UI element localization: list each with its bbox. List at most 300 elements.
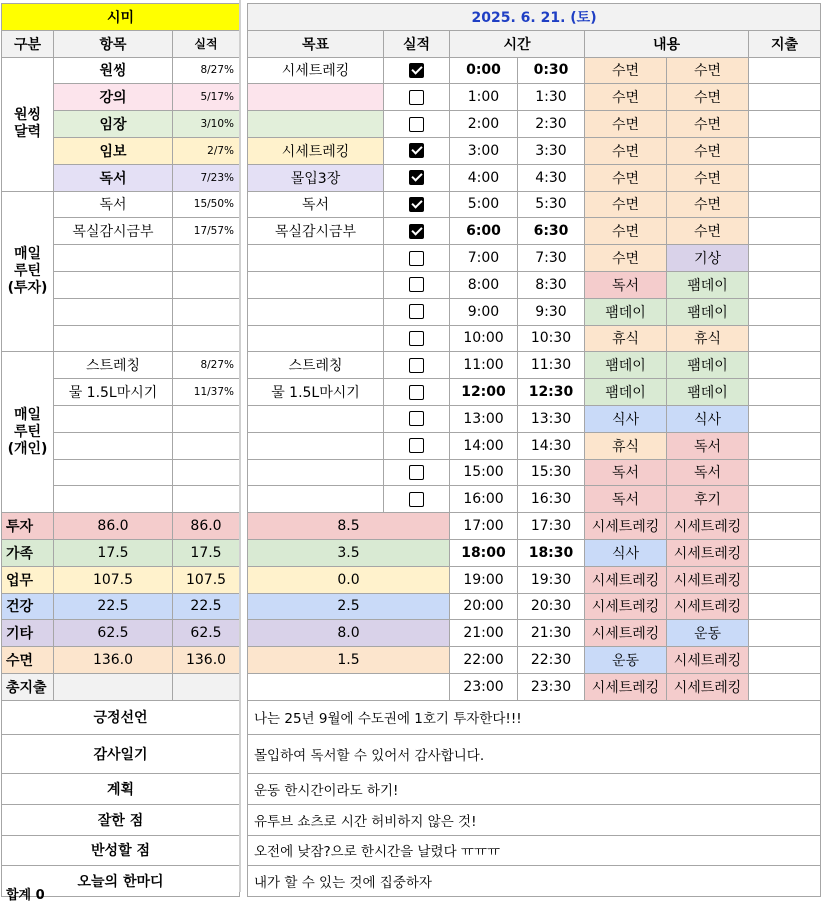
summary-value-b: 62.5: [173, 620, 240, 647]
goal-cell[interactable]: 스트레칭: [248, 352, 384, 379]
end-time: 22:30: [518, 647, 585, 674]
content-cell[interactable]: 수면: [585, 191, 667, 218]
group-personal-label: 매일 루틴 (개인): [7, 406, 48, 457]
note-row: [248, 773, 821, 804]
summary-value-a: 136.0: [54, 647, 173, 674]
schedule-row: [248, 137, 821, 164]
end-time: 4:30: [518, 164, 585, 191]
content-cell[interactable]: 팸데이: [585, 379, 667, 406]
content-cell[interactable]: 식사: [585, 539, 667, 566]
item-cell: 임장: [54, 111, 173, 138]
spend-cell[interactable]: [749, 486, 821, 513]
goal-cell[interactable]: [248, 459, 384, 486]
summary-value-a: 17.5: [54, 539, 173, 566]
unchecked-checkbox[interactable]: [409, 251, 424, 266]
end-time: 18:30: [518, 539, 585, 566]
content-cell[interactable]: 수면: [585, 218, 667, 245]
goal-cell[interactable]: 3.5: [248, 539, 450, 566]
note-label: 반성할 점: [2, 835, 240, 865]
schedule-row: [248, 164, 821, 191]
actual-cell: 3/10%: [173, 111, 240, 138]
content-cell[interactable]: 운동: [667, 620, 749, 647]
total-label: 합계 0: [6, 888, 45, 903]
schedule-row: [248, 298, 821, 325]
start-time: 3:00: [450, 137, 518, 164]
schedule-row: [248, 486, 821, 513]
left-table: [1, 3, 240, 897]
note-row: [248, 734, 821, 773]
start-time: 20:00: [450, 593, 518, 620]
start-time: 14:00: [450, 432, 518, 459]
item-cell: 원씽: [54, 57, 173, 84]
schedule-row: [248, 218, 821, 245]
group-invest: [2, 191, 54, 352]
header-item: 항목: [54, 30, 173, 57]
spend-cell[interactable]: [749, 593, 821, 620]
spend-cell[interactable]: [749, 647, 821, 674]
content-cell[interactable]: 독서: [667, 432, 749, 459]
note-text[interactable]: 내가 할 수 있는 것에 집중하자: [248, 865, 821, 896]
content-cell[interactable]: 독서: [667, 459, 749, 486]
goal-cell[interactable]: [248, 405, 384, 432]
done-cell: [384, 164, 450, 191]
spend-cell[interactable]: [749, 432, 821, 459]
header-actual: 실적: [173, 30, 240, 57]
note-label: 긍정선언: [2, 700, 240, 734]
content-cell[interactable]: 독서: [585, 486, 667, 513]
spend-cell[interactable]: [749, 352, 821, 379]
summary-value-a: 107.5: [54, 566, 173, 593]
goal-cell[interactable]: 시세트레킹: [248, 57, 384, 84]
start-time: 23:00: [450, 673, 518, 700]
spend-cell[interactable]: [749, 673, 821, 700]
spend-cell[interactable]: [749, 566, 821, 593]
content-cell[interactable]: 팸데이: [585, 298, 667, 325]
summary-label: 기타: [2, 620, 54, 647]
content-cell[interactable]: 수면: [667, 191, 749, 218]
end-time: 1:30: [518, 84, 585, 111]
actual-cell: 8/27%: [173, 352, 240, 379]
actual-cell: 7/23%: [173, 164, 240, 191]
summary-label: 총지출: [2, 673, 54, 700]
start-time: 2:00: [450, 111, 518, 138]
item-cell: [54, 459, 173, 486]
item-cell: [54, 325, 173, 352]
content-cell[interactable]: 시세트레킹: [585, 620, 667, 647]
end-time: 7:30: [518, 245, 585, 272]
content-cell[interactable]: 후기: [667, 486, 749, 513]
goal-cell[interactable]: [248, 673, 450, 700]
column-divider: [239, 0, 241, 892]
schedule-row: [248, 379, 821, 406]
start-time: 19:00: [450, 566, 518, 593]
spend-cell[interactable]: [749, 405, 821, 432]
summary-row: [2, 513, 240, 540]
goal-cell[interactable]: 목실감시금부: [248, 218, 384, 245]
end-time: 3:30: [518, 137, 585, 164]
note-text[interactable]: 나는 25년 9월에 수도권에 1호기 투자한다!!!: [248, 700, 821, 734]
end-time: 9:30: [518, 298, 585, 325]
done-cell: [384, 432, 450, 459]
schedule-row: [248, 513, 821, 540]
checked-checkbox[interactable]: [409, 197, 424, 212]
done-cell: [384, 459, 450, 486]
end-time: 14:30: [518, 432, 585, 459]
actual-cell: 2/7%: [173, 137, 240, 164]
spend-cell[interactable]: [749, 164, 821, 191]
actual-cell: 11/37%: [173, 379, 240, 406]
schedule-row: [248, 566, 821, 593]
content-cell[interactable]: 수면: [667, 57, 749, 84]
content-cell[interactable]: 수면: [667, 137, 749, 164]
note-label-row: [2, 804, 240, 835]
content-cell[interactable]: 시세트레킹: [667, 673, 749, 700]
spend-cell[interactable]: [749, 513, 821, 540]
checked-checkbox[interactable]: [409, 170, 424, 185]
summary-row: [2, 647, 240, 674]
content-cell[interactable]: 팸데이: [585, 352, 667, 379]
summary-value-b: 22.5: [173, 593, 240, 620]
content-cell[interactable]: 기상: [667, 245, 749, 272]
summary-value-b: 86.0: [173, 513, 240, 540]
goal-cell[interactable]: 0.0: [248, 566, 450, 593]
schedule-row: [248, 647, 821, 674]
goal-cell[interactable]: 8.5: [248, 513, 450, 540]
goal-cell[interactable]: [248, 298, 384, 325]
summary-value-a: [54, 673, 173, 700]
checked-checkbox[interactable]: [409, 143, 424, 158]
end-time: 16:30: [518, 486, 585, 513]
goal-cell[interactable]: 8.0: [248, 620, 450, 647]
done-cell: [384, 111, 450, 138]
spend-cell[interactable]: [749, 379, 821, 406]
done-cell: [384, 352, 450, 379]
spend-cell[interactable]: [749, 218, 821, 245]
checked-checkbox[interactable]: [409, 224, 424, 239]
actual-cell: 5/17%: [173, 84, 240, 111]
schedule-row: [248, 191, 821, 218]
schedule-row: [248, 84, 821, 111]
header-time: 시간: [450, 30, 585, 57]
content-cell[interactable]: 수면: [585, 245, 667, 272]
note-label-row: [2, 835, 240, 865]
start-time: 13:00: [450, 405, 518, 432]
goal-cell[interactable]: 물 1.5L마시기: [248, 379, 384, 406]
summary-label: 가족: [2, 539, 54, 566]
unchecked-checkbox[interactable]: [409, 385, 424, 400]
note-row: [248, 700, 821, 734]
start-time: 0:00: [450, 57, 518, 84]
spend-cell[interactable]: [749, 191, 821, 218]
schedule-row: [248, 539, 821, 566]
item-cell: 물 1.5L마시기: [54, 379, 173, 406]
left-table-row: [2, 57, 240, 84]
item-cell: [54, 245, 173, 272]
header-done: 실적: [384, 30, 450, 57]
summary-label: 건강: [2, 593, 54, 620]
actual-cell: [173, 459, 240, 486]
note-label-row: [2, 700, 240, 734]
left-table-row: [2, 352, 240, 379]
schedule-row: [248, 405, 821, 432]
goal-cell[interactable]: 시세트레킹: [248, 137, 384, 164]
actual-cell: 17/57%: [173, 218, 240, 245]
goal-cell[interactable]: 2.5: [248, 593, 450, 620]
schedule-row: [248, 271, 821, 298]
content-cell[interactable]: 휴식: [585, 432, 667, 459]
start-time: 6:00: [450, 218, 518, 245]
content-cell[interactable]: 팸데이: [667, 352, 749, 379]
actual-cell: [173, 432, 240, 459]
summary-row: [2, 539, 240, 566]
start-time: 21:00: [450, 620, 518, 647]
item-cell: 독서: [54, 164, 173, 191]
goal-cell[interactable]: 몰입3장: [248, 164, 384, 191]
end-time: 0:30: [518, 57, 585, 84]
actual-cell: [173, 405, 240, 432]
note-label: 계획: [2, 773, 240, 804]
note-row: [248, 835, 821, 865]
item-cell: 스트레칭: [54, 352, 173, 379]
schedule-row: [248, 245, 821, 272]
summary-row: [2, 593, 240, 620]
end-time: 8:30: [518, 271, 585, 298]
content-cell[interactable]: 시세트레킹: [667, 647, 749, 674]
unchecked-checkbox[interactable]: [409, 117, 424, 132]
content-cell[interactable]: 팸데이: [667, 379, 749, 406]
item-cell: [54, 405, 173, 432]
content-cell[interactable]: 시세트레킹: [667, 539, 749, 566]
end-time: 20:30: [518, 593, 585, 620]
header-spend: 지출: [749, 30, 821, 57]
content-cell[interactable]: 수면: [667, 111, 749, 138]
spend-cell[interactable]: [749, 325, 821, 352]
item-cell: 임보: [54, 137, 173, 164]
sheet-title: 시미: [2, 4, 240, 31]
start-time: 4:00: [450, 164, 518, 191]
end-time: 21:30: [518, 620, 585, 647]
note-label: 감사일기: [2, 734, 240, 773]
done-cell: [384, 245, 450, 272]
content-cell[interactable]: 시세트레킹: [667, 513, 749, 540]
content-cell[interactable]: 운동: [585, 647, 667, 674]
summary-row: [2, 566, 240, 593]
actual-cell: [173, 325, 240, 352]
note-row: [248, 804, 821, 835]
unchecked-checkbox[interactable]: [409, 358, 424, 373]
end-time: 17:30: [518, 513, 585, 540]
content-cell[interactable]: 수면: [585, 84, 667, 111]
start-time: 5:00: [450, 191, 518, 218]
schedule-row: [248, 111, 821, 138]
end-time: 13:30: [518, 405, 585, 432]
unchecked-checkbox[interactable]: [409, 492, 424, 507]
schedule-row: [248, 620, 821, 647]
spend-cell[interactable]: [749, 539, 821, 566]
content-cell[interactable]: 시세트레킹: [667, 566, 749, 593]
content-cell[interactable]: 시세트레킹: [585, 673, 667, 700]
unchecked-checkbox[interactable]: [409, 331, 424, 346]
summary-row: [2, 673, 240, 700]
actual-cell: [173, 486, 240, 513]
schedule-row: [248, 459, 821, 486]
item-cell: 독서: [54, 191, 173, 218]
header-content: 내용: [585, 30, 749, 57]
end-time: 12:30: [518, 379, 585, 406]
end-time: 6:30: [518, 218, 585, 245]
goal-cell[interactable]: 독서: [248, 191, 384, 218]
start-time: 15:00: [450, 459, 518, 486]
item-cell: [54, 271, 173, 298]
end-time: 10:30: [518, 325, 585, 352]
summary-value-b: 136.0: [173, 647, 240, 674]
done-cell: [384, 271, 450, 298]
goal-cell[interactable]: [248, 432, 384, 459]
done-cell: [384, 218, 450, 245]
summary-label: 투자: [2, 513, 54, 540]
content-cell[interactable]: 수면: [585, 137, 667, 164]
summary-label: 업무: [2, 566, 54, 593]
start-time: 16:00: [450, 486, 518, 513]
spend-cell[interactable]: [749, 620, 821, 647]
note-text[interactable]: 몰입하여 독서할 수 있어서 감사합니다.: [248, 734, 821, 773]
header-goal: 목표: [248, 30, 384, 57]
content-cell[interactable]: 시세트레킹: [585, 513, 667, 540]
spend-cell[interactable]: [749, 298, 821, 325]
note-text[interactable]: 오전에 낮잠?으로 한시간을 날렸다 ㅠㅠㅠ: [248, 835, 821, 865]
schedule-row: [248, 57, 821, 84]
content-cell[interactable]: 식사: [585, 405, 667, 432]
spend-cell[interactable]: [749, 271, 821, 298]
done-cell: [384, 191, 450, 218]
unchecked-checkbox[interactable]: [409, 438, 424, 453]
content-cell[interactable]: 시세트레킹: [585, 593, 667, 620]
group-monthly-label: 원씽 달력: [13, 107, 42, 141]
content-cell[interactable]: 식사: [667, 405, 749, 432]
end-time: 23:30: [518, 673, 585, 700]
start-time: 8:00: [450, 271, 518, 298]
content-cell[interactable]: 시세트레킹: [667, 593, 749, 620]
done-cell: [384, 405, 450, 432]
actual-cell: [173, 271, 240, 298]
spend-cell[interactable]: [749, 459, 821, 486]
group-invest-label: 매일 루틴 (투자): [7, 245, 48, 296]
schedule-row: [248, 352, 821, 379]
item-cell: [54, 298, 173, 325]
done-cell: [384, 298, 450, 325]
content-cell[interactable]: 수면: [667, 84, 749, 111]
actual-cell: 15/50%: [173, 191, 240, 218]
header-category: 구분: [2, 30, 54, 57]
done-cell: [384, 57, 450, 84]
start-time: 1:00: [450, 84, 518, 111]
checked-checkbox[interactable]: [409, 63, 424, 78]
done-cell: [384, 84, 450, 111]
unchecked-checkbox[interactable]: [409, 277, 424, 292]
end-time: 2:30: [518, 111, 585, 138]
left-table-row: [2, 191, 240, 218]
right-table: [247, 3, 821, 897]
content-cell[interactable]: 수면: [667, 218, 749, 245]
summary-value-a: 62.5: [54, 620, 173, 647]
item-cell: [54, 486, 173, 513]
start-time: 11:00: [450, 352, 518, 379]
note-label: 오늘의 한마디: [2, 865, 240, 896]
goal-cell[interactable]: [248, 486, 384, 513]
content-cell[interactable]: 수면: [585, 164, 667, 191]
spend-cell[interactable]: [749, 84, 821, 111]
content-cell[interactable]: 수면: [667, 164, 749, 191]
actual-cell: [173, 245, 240, 272]
spend-cell[interactable]: [749, 57, 821, 84]
spend-cell[interactable]: [749, 111, 821, 138]
content-cell[interactable]: 휴식: [667, 325, 749, 352]
summary-value-b: 107.5: [173, 566, 240, 593]
date-header: 2025. 6. 21. (토): [248, 4, 821, 31]
content-cell[interactable]: 팸데이: [667, 271, 749, 298]
done-cell: [384, 137, 450, 164]
goal-cell[interactable]: [248, 245, 384, 272]
summary-value-a: 22.5: [54, 593, 173, 620]
note-text[interactable]: 유투브 쇼츠로 시간 허비하지 않은 것!: [248, 804, 821, 835]
content-cell[interactable]: 휴식: [585, 325, 667, 352]
content-cell[interactable]: 시세트레킹: [585, 566, 667, 593]
schedule-row: [248, 325, 821, 352]
content-cell[interactable]: 독서: [585, 271, 667, 298]
content-cell[interactable]: 수면: [585, 111, 667, 138]
spend-cell[interactable]: [749, 245, 821, 272]
item-cell: 강의: [54, 84, 173, 111]
unchecked-checkbox[interactable]: [409, 411, 424, 426]
actual-cell: 8/27%: [173, 57, 240, 84]
content-cell[interactable]: 수면: [585, 57, 667, 84]
schedule-row: [248, 593, 821, 620]
summary-value-b: [173, 673, 240, 700]
summary-value-b: 17.5: [173, 539, 240, 566]
done-cell: [384, 486, 450, 513]
actual-cell: [173, 298, 240, 325]
unchecked-checkbox[interactable]: [409, 90, 424, 105]
goal-cell[interactable]: [248, 84, 384, 111]
group-personal: [2, 352, 54, 513]
note-label: 잘한 점: [2, 804, 240, 835]
done-cell: [384, 325, 450, 352]
item-cell: 목실감시금부: [54, 218, 173, 245]
goal-cell[interactable]: [248, 325, 384, 352]
start-time: 12:00: [450, 379, 518, 406]
goal-cell[interactable]: [248, 111, 384, 138]
start-time: 22:00: [450, 647, 518, 674]
summary-value-a: 86.0: [54, 513, 173, 540]
goal-cell[interactable]: 1.5: [248, 647, 450, 674]
unchecked-checkbox[interactable]: [409, 465, 424, 480]
end-time: 19:30: [518, 566, 585, 593]
content-cell[interactable]: 독서: [585, 459, 667, 486]
unchecked-checkbox[interactable]: [409, 304, 424, 319]
schedule-row: [248, 673, 821, 700]
start-time: 7:00: [450, 245, 518, 272]
goal-cell[interactable]: [248, 271, 384, 298]
note-text[interactable]: 운동 한시간이라도 하기!: [248, 773, 821, 804]
start-time: 17:00: [450, 513, 518, 540]
summary-label: 수면: [2, 647, 54, 674]
content-cell[interactable]: 팸데이: [667, 298, 749, 325]
end-time: 15:30: [518, 459, 585, 486]
end-time: 11:30: [518, 352, 585, 379]
schedule-row: [248, 432, 821, 459]
note-label-row: [2, 773, 240, 804]
spend-cell[interactable]: [749, 137, 821, 164]
